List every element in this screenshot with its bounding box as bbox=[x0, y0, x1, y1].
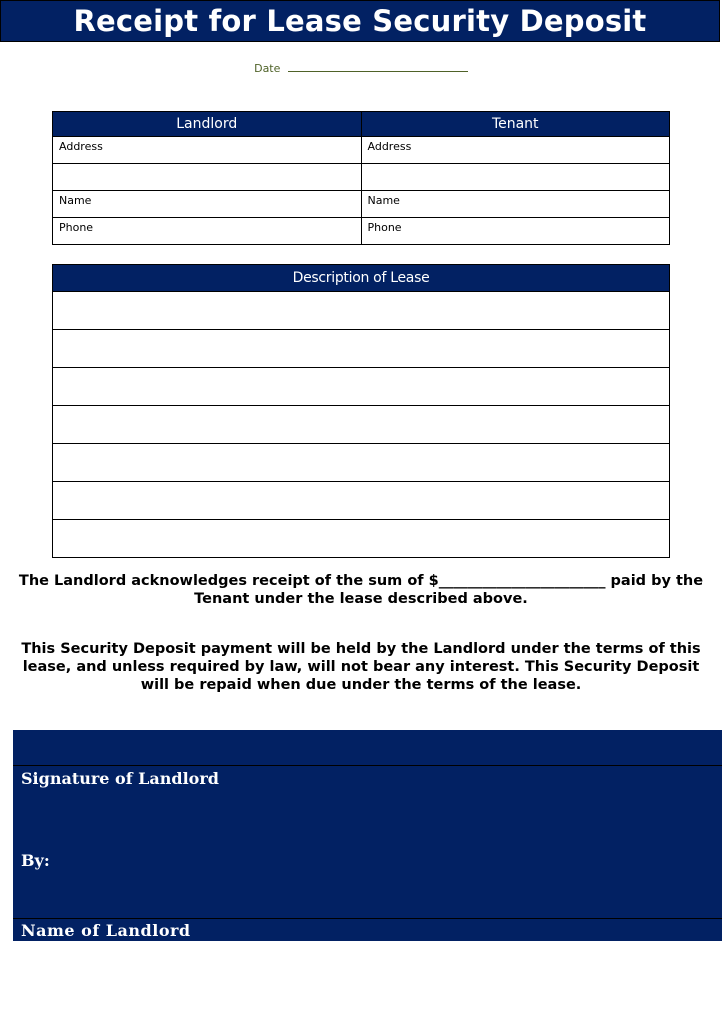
lease-description-row[interactable] bbox=[53, 520, 670, 558]
deposit-amount-field[interactable]: _______________________ bbox=[438, 573, 606, 589]
lease-description-table bbox=[52, 264, 670, 558]
landlord-signature-label: Signature of Landlord bbox=[21, 769, 219, 788]
tenant-address-line2-cell[interactable] bbox=[361, 164, 670, 191]
signature-section bbox=[13, 730, 722, 941]
lease-description-header: Description of Lease bbox=[53, 265, 670, 292]
tenant-header: Tenant bbox=[361, 112, 670, 137]
by-label: By: bbox=[21, 851, 50, 870]
document-title-bar bbox=[0, 0, 720, 42]
tenant-phone-cell[interactable]: Phone bbox=[361, 218, 670, 245]
date-field[interactable] bbox=[288, 60, 468, 72]
divider bbox=[13, 918, 722, 919]
landlord-name-label: Name of Landlord bbox=[21, 921, 191, 940]
lease-description-row[interactable] bbox=[53, 368, 670, 406]
landlord-name-cell[interactable]: Name bbox=[53, 191, 362, 218]
lease-description-row[interactable] bbox=[53, 444, 670, 482]
document-title: Receipt for Lease Security Deposit bbox=[73, 4, 647, 38]
table-row bbox=[53, 164, 670, 191]
acknowledgement-paragraph bbox=[8, 572, 714, 608]
landlord-header: Landlord bbox=[53, 112, 362, 137]
date-row bbox=[0, 60, 722, 75]
tenant-address-cell[interactable]: Address bbox=[361, 137, 670, 164]
lease-description-row[interactable] bbox=[53, 330, 670, 368]
acknowledgement-text-end: paid by the Tenant under the lease described above. bbox=[194, 573, 704, 607]
table-row bbox=[53, 191, 670, 218]
landlord-phone-cell[interactable]: Phone bbox=[53, 218, 362, 245]
divider bbox=[13, 765, 722, 766]
lease-description-row[interactable] bbox=[53, 482, 670, 520]
landlord-address-cell[interactable]: Address bbox=[53, 137, 362, 164]
date-label: Date bbox=[254, 62, 281, 75]
table-row bbox=[53, 218, 670, 245]
acknowledgement-text-start: The Landlord acknowledges receipt of the sum of $ bbox=[18, 573, 439, 589]
table-row bbox=[53, 137, 670, 164]
lease-description-row[interactable] bbox=[53, 406, 670, 444]
terms-paragraph: This Security Deposit payment will be held by the Landlord under the terms of this lease, and unless required by law, will not bear any interest. This Security Deposit will be repaid when due under the terms of the lease. bbox=[21, 641, 701, 693]
landlord-address-line2-cell[interactable] bbox=[53, 164, 362, 191]
parties-table bbox=[52, 111, 670, 245]
tenant-name-cell[interactable]: Name bbox=[361, 191, 670, 218]
lease-description-row[interactable] bbox=[53, 292, 670, 330]
